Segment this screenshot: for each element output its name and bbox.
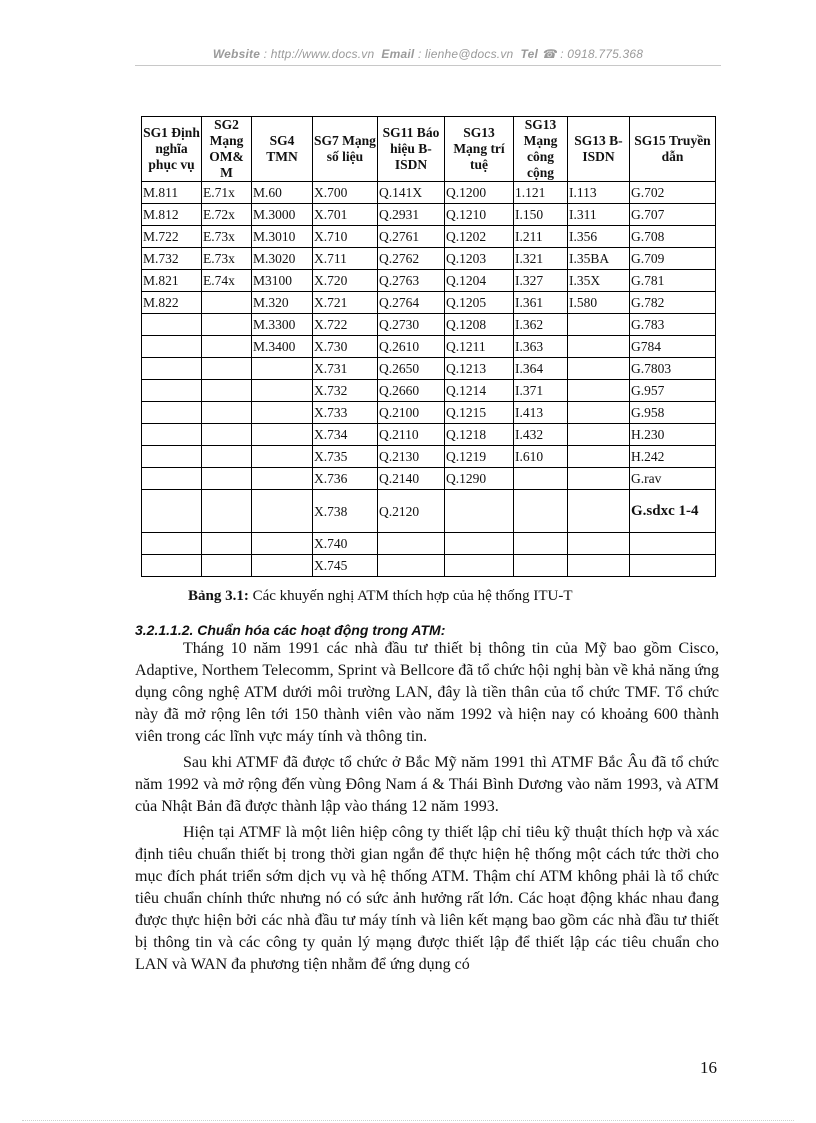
table-row — [142, 380, 716, 402]
table-cell: X.700 — [313, 182, 378, 204]
table-row — [142, 424, 716, 446]
table-cell — [252, 468, 313, 490]
table-cell: G.702 — [630, 182, 716, 204]
table-caption — [188, 588, 573, 605]
table-cell: Q.2610 — [378, 336, 445, 358]
table-cell: M.812 — [142, 204, 202, 226]
table-cell — [568, 533, 630, 555]
table-cell: I.413 — [514, 402, 568, 424]
table-cell: G.709 — [630, 248, 716, 270]
table-cell: Q.1215 — [445, 402, 514, 424]
table-cell — [252, 380, 313, 402]
table-cell: G.708 — [630, 226, 716, 248]
table-row — [142, 555, 716, 577]
body-text — [135, 638, 719, 980]
header-divider — [135, 65, 721, 66]
table-cell: E.71x — [202, 182, 252, 204]
table-cell: E.73x — [202, 226, 252, 248]
table-cell: M.3000 — [252, 204, 313, 226]
table-cell: X.711 — [313, 248, 378, 270]
table-cell — [252, 402, 313, 424]
table-cell — [142, 424, 202, 446]
table-cell: I.150 — [514, 204, 568, 226]
table-cell: I.113 — [568, 182, 630, 204]
page-number: 16 — [700, 1058, 717, 1077]
table-cell: Q.2761 — [378, 226, 445, 248]
table-cell: M.320 — [252, 292, 313, 314]
table-cell: I.432 — [514, 424, 568, 446]
table-cell — [202, 533, 252, 555]
table-cell — [568, 358, 630, 380]
table-cell: X.732 — [313, 380, 378, 402]
table-cell — [202, 468, 252, 490]
table-cell: I.371 — [514, 380, 568, 402]
table-cell: Q.1200 — [445, 182, 514, 204]
table-cell: E.74x — [202, 270, 252, 292]
table-cell — [142, 336, 202, 358]
table-cell — [252, 446, 313, 468]
table-cell — [568, 446, 630, 468]
table-cell: I.363 — [514, 336, 568, 358]
table-cell — [252, 424, 313, 446]
table-cell — [514, 555, 568, 577]
table-cell — [142, 380, 202, 402]
table-cell: M.60 — [252, 182, 313, 204]
table-cell — [514, 490, 568, 533]
table-row — [142, 490, 716, 533]
table-cell: Q.2650 — [378, 358, 445, 380]
table-cell: I.580 — [568, 292, 630, 314]
table-row — [142, 182, 716, 204]
table-header-cell: SG15 Truyền dẫn — [630, 117, 716, 182]
table-cell: Q.1204 — [445, 270, 514, 292]
table-cell — [445, 555, 514, 577]
table-cell: X.740 — [313, 533, 378, 555]
website-value: : http://www.docs.vn — [263, 47, 375, 61]
table-cell — [630, 555, 716, 577]
table-cell: E.73x — [202, 248, 252, 270]
table-cell — [142, 533, 202, 555]
table-cell: G.781 — [630, 270, 716, 292]
table-cell — [568, 402, 630, 424]
table-cell: G784 — [630, 336, 716, 358]
tel-value: ☎ : 0918.775.368 — [541, 47, 644, 61]
table-cell: X.720 — [313, 270, 378, 292]
table-row — [142, 402, 716, 424]
table-cell — [568, 555, 630, 577]
table-header-cell: SG13 Mạng trí tuệ — [445, 117, 514, 182]
table-cell — [445, 533, 514, 555]
table-cell: M.811 — [142, 182, 202, 204]
table-cell: I.321 — [514, 248, 568, 270]
table-cell: Q.1210 — [445, 204, 514, 226]
table-cell — [142, 490, 202, 533]
table-cell: 1.121 — [514, 182, 568, 204]
table-cell: Q.2110 — [378, 424, 445, 446]
table-cell — [142, 358, 202, 380]
table-cell: I.211 — [514, 226, 568, 248]
table-cell: M.822 — [142, 292, 202, 314]
paragraph: Tháng 10 năm 1991 các nhà đầu tư thiết bị thông tin của Mỹ bao gồm Cisco, Adaptive, Northem Telecomm, Sprint và Bellcore đã tổ chức hội nghị bàn về khả năng ứng dụng công nghệ ATM dưới môi trường LAN, đây là tiền thân của tổ chức TMF. Tổ chức này đã mở rộng lên tới 150 thành viên vào năm 1992 và hiện nay có khoảng 600 thành viên trong các lĩnh vực máy tính và thông tin. — [135, 640, 719, 745]
table-row — [142, 248, 716, 270]
table-cell: G.7803 — [630, 358, 716, 380]
table-header-cell: SG11 Báo hiệu B-ISDN — [378, 117, 445, 182]
table-cell: X.735 — [313, 446, 378, 468]
table-cell — [568, 336, 630, 358]
table-cell: Q.2140 — [378, 468, 445, 490]
table-cell: X.738 — [313, 490, 378, 533]
section-title: 3.2.1.1.2. Chuẩn hóa các hoạt động trong ATM: — [135, 622, 446, 638]
table-cell: G.957 — [630, 380, 716, 402]
table-header-cell: SG2 Mạng OM& M — [202, 117, 252, 182]
table-row — [142, 358, 716, 380]
table-cell: M.3300 — [252, 314, 313, 336]
table-cell: X.745 — [313, 555, 378, 577]
table-cell: I.364 — [514, 358, 568, 380]
table-cell: I.311 — [568, 204, 630, 226]
table-cell: M.3010 — [252, 226, 313, 248]
table-cell — [252, 358, 313, 380]
table-cell: I.610 — [514, 446, 568, 468]
table-cell: X.730 — [313, 336, 378, 358]
table-cell — [252, 555, 313, 577]
table-cell — [142, 446, 202, 468]
table-cell: E.72x — [202, 204, 252, 226]
table-cell — [142, 468, 202, 490]
table-row — [142, 336, 716, 358]
table-cell — [202, 314, 252, 336]
email-value: : lienhe@docs.vn — [417, 47, 514, 61]
paragraph: Sau khi ATMF đã được tổ chức ở Bắc Mỹ năm 1991 thì ATMF Bắc Âu đã tổ chức năm 1992 và mở rộng đến vùng Đông Nam á & Thái Bình Dương vào năm 1993, và ATM của Nhật Bản đã được thành lập vào tháng 12 năm 1993. — [135, 754, 719, 815]
table-row — [142, 468, 716, 490]
table-cell — [202, 555, 252, 577]
table-cell: Q.2120 — [378, 490, 445, 533]
table-cell — [252, 490, 313, 533]
table-cell: M.3400 — [252, 336, 313, 358]
table-cell — [142, 314, 202, 336]
table-cell — [514, 533, 568, 555]
table-cell — [202, 402, 252, 424]
table-cell: I.356 — [568, 226, 630, 248]
table-header-cell: SG4 TMN — [252, 117, 313, 182]
table-cell: X.736 — [313, 468, 378, 490]
table-row — [142, 533, 716, 555]
table-cell — [202, 490, 252, 533]
table-cell: X.733 — [313, 402, 378, 424]
table-row — [142, 270, 716, 292]
table-cell: I.35BA — [568, 248, 630, 270]
table-cell: Q.1202 — [445, 226, 514, 248]
table-cell: Q.2763 — [378, 270, 445, 292]
table-cell — [378, 555, 445, 577]
table-cell: Q.1290 — [445, 468, 514, 490]
table-header-cell: SG13 Mạng công cộng — [514, 117, 568, 182]
caption-text: Các khuyến nghị ATM thích hợp của hệ thống ITU-T — [248, 588, 573, 604]
table-row — [142, 292, 716, 314]
table-row — [142, 446, 716, 468]
table-cell: Q.1213 — [445, 358, 514, 380]
table-cell: Q.2931 — [378, 204, 445, 226]
table-cell — [568, 424, 630, 446]
table-cell — [142, 402, 202, 424]
table-cell: X.710 — [313, 226, 378, 248]
table-cell: I.361 — [514, 292, 568, 314]
table-cell: Q.2100 — [378, 402, 445, 424]
table-cell: M.821 — [142, 270, 202, 292]
table-cell: Q.1205 — [445, 292, 514, 314]
table-cell: Q.2762 — [378, 248, 445, 270]
table-cell: Q.1208 — [445, 314, 514, 336]
atm-recommendations-table — [141, 116, 716, 577]
table-cell — [202, 292, 252, 314]
table-cell: M.722 — [142, 226, 202, 248]
table-cell: M.3020 — [252, 248, 313, 270]
page-header — [135, 47, 721, 61]
table-cell — [568, 314, 630, 336]
caption-label: Bảng 3.1: — [188, 588, 249, 604]
table-cell — [202, 424, 252, 446]
table-cell — [202, 358, 252, 380]
table-cell — [202, 336, 252, 358]
table-cell — [378, 533, 445, 555]
table-header-cell: SG7 Mạng số liệu — [313, 117, 378, 182]
table-cell: M.732 — [142, 248, 202, 270]
table-cell: G.958 — [630, 402, 716, 424]
table-cell: Q.1214 — [445, 380, 514, 402]
table-cell: Q.2130 — [378, 446, 445, 468]
table-cell — [568, 468, 630, 490]
table-cell: H.230 — [630, 424, 716, 446]
table-cell: I.362 — [514, 314, 568, 336]
table-cell — [568, 380, 630, 402]
table-row — [142, 314, 716, 336]
table-cell — [202, 380, 252, 402]
table-cell: Q.2730 — [378, 314, 445, 336]
table-cell — [142, 555, 202, 577]
table-cell: X.734 — [313, 424, 378, 446]
table-header-cell: SG1 Định nghĩa phục vụ — [142, 117, 202, 182]
table-cell: X.721 — [313, 292, 378, 314]
table-cell — [202, 446, 252, 468]
table-cell — [252, 533, 313, 555]
table-cell: I.35X — [568, 270, 630, 292]
table-cell: Q.141X — [378, 182, 445, 204]
table-cell: Q.1219 — [445, 446, 514, 468]
table-row — [142, 226, 716, 248]
table-cell: G.707 — [630, 204, 716, 226]
table-cell: G.sdxc 1-4 — [630, 490, 716, 533]
table-cell — [630, 533, 716, 555]
table-cell: H.242 — [630, 446, 716, 468]
footer-divider — [22, 1120, 794, 1121]
table-cell — [568, 490, 630, 533]
table-cell — [514, 468, 568, 490]
paragraph: Hiện tại ATMF là một liên hiệp công ty thiết lập chỉ tiêu kỹ thuật thích hợp và xác định tiêu chuẩn thiết bị trong thời gian ngắn để thực hiện hệ thống một cách tức thời cho mục đích phát triển sớm dịch vụ và hệ thống ATM. Thậm chí ATM không phải là tổ chức tiêu chuẩn chính thức nhưng nó có sức ảnh hưởng rất lớn. Các hoạt động khác nhau đang được thực hiện bởi các nhà đầu tư máy tính và liên kết mạng bao gồm các nhà đầu tư thiết bị thông tin và các công ty quản lý mạng được thiết lập để thiết lập các tiêu chuẩn cho LAN và WAN đa phương tiện nhằm để ứng dụng có — [135, 824, 719, 973]
table-cell — [445, 490, 514, 533]
table-cell: Q.1211 — [445, 336, 514, 358]
table-row — [142, 204, 716, 226]
table-cell: Q.1218 — [445, 424, 514, 446]
table-cell: Q.1203 — [445, 248, 514, 270]
table-header-row — [142, 117, 716, 182]
table-cell: Q.2764 — [378, 292, 445, 314]
table-body — [142, 182, 716, 577]
table-cell: X.722 — [313, 314, 378, 336]
website-label: Website — [212, 47, 261, 61]
table-cell: G.783 — [630, 314, 716, 336]
table-cell: M3100 — [252, 270, 313, 292]
table-cell: X.701 — [313, 204, 378, 226]
table-cell: I.327 — [514, 270, 568, 292]
table-cell: G.rav — [630, 468, 716, 490]
table-header-cell: SG13 B-ISDN — [568, 117, 630, 182]
table-cell: X.731 — [313, 358, 378, 380]
tel-label: Tel — [520, 47, 538, 61]
email-label: Email — [381, 47, 415, 61]
table-cell: Q.2660 — [378, 380, 445, 402]
table-cell: G.782 — [630, 292, 716, 314]
